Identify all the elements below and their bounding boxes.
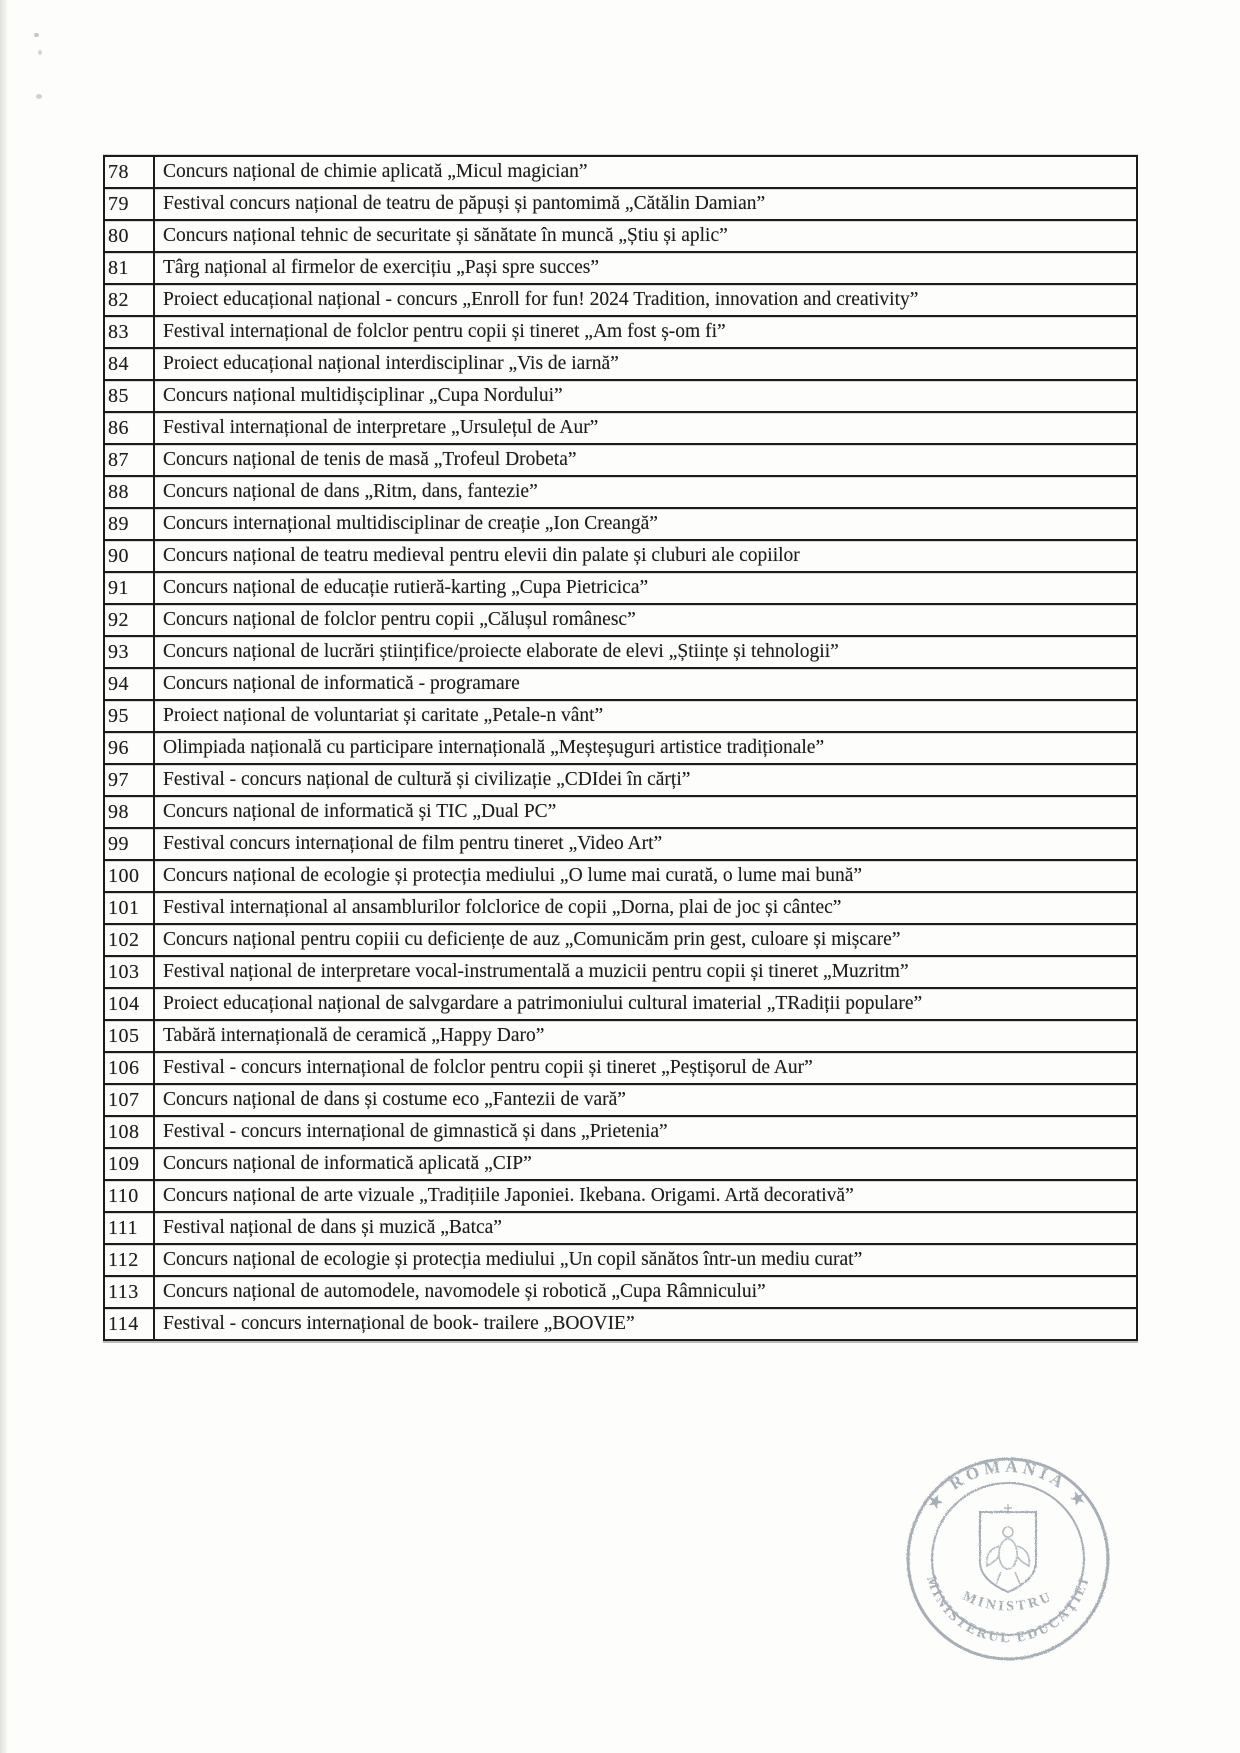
row-text-cell: Proiect educațional național - concurs „Enroll for fun! 2024 Tradition, innovation and creativity” (163, 289, 919, 310)
row-text-cell: Festival concurs național de teatru de păpuși și pantomimă „Cătălin Damian” (163, 193, 766, 214)
row-number-cell: 92 (105, 605, 155, 635)
row-number-cell: 81 (105, 253, 155, 283)
row-text-cell: Festival național de dans și muzică „Batca” (163, 1217, 502, 1238)
table-row (105, 1021, 1136, 1053)
table-row (105, 989, 1136, 1021)
row-number-cell: 95 (105, 701, 155, 731)
row-text-cell: Concurs național de informatică aplicată „CIP” (163, 1153, 532, 1174)
table-row (105, 701, 1136, 733)
table-row (105, 285, 1136, 317)
row-number-cell: 88 (105, 477, 155, 507)
row-number-cell: 111 (105, 1213, 155, 1243)
table-row (105, 509, 1136, 541)
row-number-cell: 112 (105, 1245, 155, 1275)
row-text-cell: Festival național de interpretare vocal-instrumentală a muzicii pentru copii și tineret „Muzritm” (163, 961, 909, 982)
scan-artifact (38, 50, 42, 55)
row-number-cell: 99 (105, 829, 155, 859)
table-row (105, 1277, 1136, 1309)
row-number-cell: 113 (105, 1277, 155, 1307)
row-text-cell: Concurs național de ecologie și protecția mediului „Un copil sănătos într-un mediu curat” (163, 1249, 863, 1270)
table-row (105, 541, 1136, 573)
table-row (105, 1213, 1136, 1245)
table-row (105, 765, 1136, 797)
row-text-cell: Concurs național de chimie aplicată „Micul magician” (163, 161, 588, 182)
table-row (105, 1149, 1136, 1181)
row-number-cell: 94 (105, 669, 155, 699)
row-text-cell: Concurs național pentru copiii cu deficiențe de auz „Comunicăm prin gest, culoare și mișcare” (163, 929, 901, 950)
scanner-edge-shadow (0, 0, 7, 1753)
row-text-cell: Concurs național de educație rutieră-karting „Cupa Pietricica” (163, 577, 649, 598)
row-number-cell: 108 (105, 1117, 155, 1147)
row-text-cell: Festival internațional de folclor pentru copii și tineret „Am fost ș-om fi” (163, 321, 726, 342)
row-number-cell: 78 (105, 157, 155, 187)
table-row (105, 1309, 1136, 1339)
row-text-cell: Concurs național de tenis de masă „Trofeul Drobeta” (163, 449, 577, 470)
table-row (105, 797, 1136, 829)
stamp-ring-top-text: ★ ROMÂNIA ★ (923, 1456, 1093, 1514)
table-row (105, 1245, 1136, 1277)
table-row (105, 317, 1136, 349)
row-number-cell: 97 (105, 765, 155, 795)
table-row (105, 1117, 1136, 1149)
row-number-cell: 109 (105, 1149, 155, 1179)
row-text-cell: Tabără internațională de ceramică „Happy Daro” (163, 1025, 545, 1046)
table-row (105, 957, 1136, 989)
row-text-cell: Festival - concurs internațional de gimnastică și dans „Prietenia” (163, 1121, 668, 1142)
table-row (105, 381, 1136, 413)
row-text-cell: Festival internațional de interpretare „Ursulețul de Aur” (163, 417, 599, 438)
table-row (105, 1053, 1136, 1085)
row-text-cell: Festival concurs internațional de film pentru tineret „Video Art” (163, 833, 663, 854)
row-number-cell: 83 (105, 317, 155, 347)
table-row (105, 893, 1136, 925)
row-number-cell: 82 (105, 285, 155, 315)
row-number-cell: 79 (105, 189, 155, 219)
scan-artifact (36, 94, 42, 99)
row-number-cell: 104 (105, 989, 155, 1019)
row-number-cell: 84 (105, 349, 155, 379)
row-text-cell: Târg național al firmelor de exercițiu „Pași spre succes” (163, 257, 600, 278)
row-number-cell: 102 (105, 925, 155, 955)
table-row (105, 1085, 1136, 1117)
row-number-cell: 103 (105, 957, 155, 987)
row-text-cell: Concurs național de teatru medieval pentru elevii din palate și cluburi ale copiilor (163, 545, 800, 566)
row-text-cell: Proiect național de voluntariat și caritate „Petale-n vânt” (163, 705, 604, 726)
table-row (105, 733, 1136, 765)
eagle-emblem (987, 1504, 1030, 1584)
row-number-cell: 107 (105, 1085, 155, 1115)
table-row (105, 253, 1136, 285)
table-row (105, 861, 1136, 893)
table-row (105, 605, 1136, 637)
row-number-cell: 91 (105, 573, 155, 603)
row-text-cell: Concurs național de dans „Ritm, dans, fantezie” (163, 481, 538, 502)
row-number-cell: 85 (105, 381, 155, 411)
row-text-cell: Festival - concurs internațional de folclor pentru copii și tineret „Peștișorul de Aur” (163, 1057, 813, 1078)
table-row (105, 221, 1136, 253)
table-row (105, 1181, 1136, 1213)
row-number-cell: 89 (105, 509, 155, 539)
stamp-ring-bottom-text: MINISTERUL EDUCAȚIEI (922, 1574, 1093, 1647)
table-row (105, 477, 1136, 509)
stamp-center-text: MINISTRU (960, 1588, 1056, 1615)
row-text-cell: Concurs național de automodele, navomodele și robotică „Cupa Râmnicului” (163, 1281, 766, 1302)
row-text-cell: Festival internațional al ansamblurilor folclorice de copii „Dorna, plai de joc și cântec” (163, 897, 842, 918)
row-text-cell: Proiect educațional național de salvgardare a patrimoniului cultural imaterial „TRadiții populare” (163, 993, 923, 1014)
row-text-cell: Concurs internațional multidisciplinar de creație „Ion Creangă” (163, 513, 658, 534)
table-row (105, 413, 1136, 445)
table-row (105, 637, 1136, 669)
row-text-cell: Proiect educațional național interdisciplinar „Vis de iarnă” (163, 353, 619, 374)
row-text-cell: Concurs național tehnic de securitate și sănătate în muncă „Știu și aplic” (163, 225, 728, 246)
row-number-cell: 80 (105, 221, 155, 251)
row-number-cell: 96 (105, 733, 155, 763)
row-text-cell: Concurs național de informatică - programare (163, 673, 520, 694)
row-text-cell: Concurs național de informatică și TIC „Dual PC” (163, 801, 557, 822)
row-number-cell: 90 (105, 541, 155, 571)
table-row (105, 573, 1136, 605)
row-number-cell: 106 (105, 1053, 155, 1083)
row-text-cell: Concurs național de dans și costume eco „Fantezii de vară” (163, 1089, 626, 1110)
scan-artifact (34, 33, 39, 37)
row-number-cell: 110 (105, 1181, 155, 1211)
table-row (105, 349, 1136, 381)
table-row (105, 189, 1136, 221)
row-text-cell: Festival - concurs național de cultură și civilizație „CDIdei în cărți” (163, 769, 691, 790)
table-row (105, 925, 1136, 957)
coat-of-arms-shield (980, 1512, 1036, 1592)
row-number-cell: 114 (105, 1309, 155, 1339)
table-row (105, 829, 1136, 861)
row-number-cell: 98 (105, 797, 155, 827)
row-text-cell: Concurs național de folclor pentru copii „Călușul românesc” (163, 609, 636, 630)
row-text-cell: Festival - concurs internațional de book- trailere „BOOVIE” (163, 1313, 635, 1334)
row-text-cell: Concurs național multidișciplinar „Cupa Nordului” (163, 385, 563, 406)
table-row (105, 669, 1136, 701)
row-text-cell: Olimpiada națională cu participare internațională „Meșteșuguri artistice tradiționale” (163, 737, 825, 758)
row-number-cell: 101 (105, 893, 155, 923)
row-text-cell: Concurs național de arte vizuale „Tradițiile Japoniei. Ikebana. Origami. Artă decorativă” (163, 1185, 854, 1206)
ministry-round-stamp (901, 1452, 1115, 1666)
row-number-cell: 87 (105, 445, 155, 475)
row-text-cell: Concurs național de ecologie și protecția mediului „O lume mai curată, o lume mai bună” (163, 865, 863, 886)
festival-list-table (103, 155, 1138, 1341)
row-number-cell: 86 (105, 413, 155, 443)
row-number-cell: 93 (105, 637, 155, 667)
table-row (105, 445, 1136, 477)
row-text-cell: Concurs național de lucrări științifice/proiecte elaborate de elevi „Științe și tehnologii” (163, 641, 839, 662)
table-row (105, 157, 1136, 189)
row-number-cell: 100 (105, 861, 155, 891)
row-number-cell: 105 (105, 1021, 155, 1051)
